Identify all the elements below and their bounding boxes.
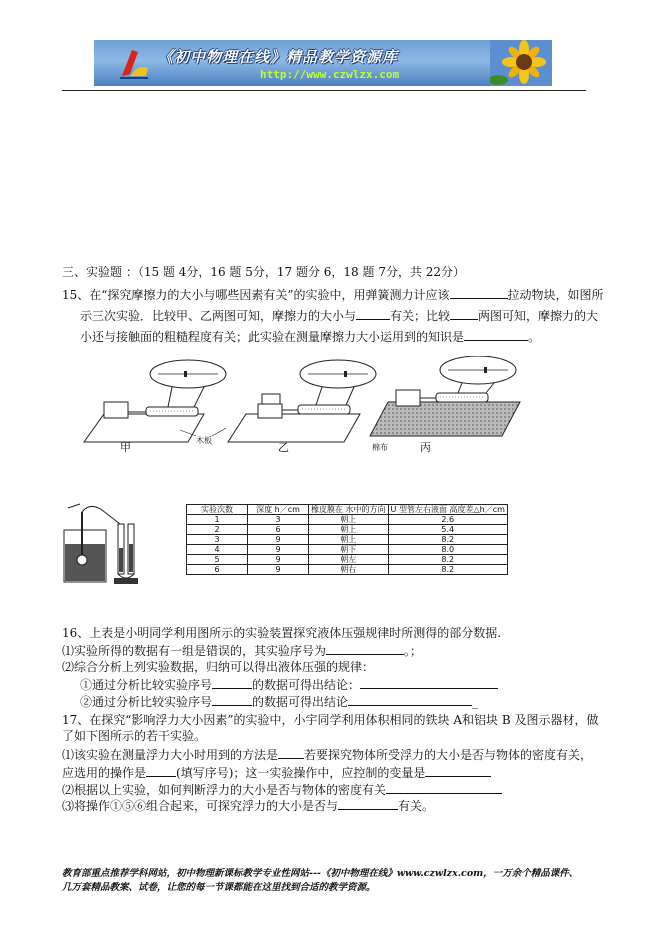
footer-line2: 几万套精品教案、试卷，让您的每一节课都能在这里找到合适的教学资源。 (62, 882, 376, 893)
table-cell: 9 (248, 535, 309, 545)
q16-blank-3[interactable] (360, 676, 498, 689)
table-row (187, 535, 508, 545)
table-cell: 2.6 (388, 515, 507, 525)
q16-line5: ②通过分析比较实验序号 的数据可得出结论 _ (80, 695, 479, 709)
figure-label-mianbu: 棉布 (372, 443, 388, 452)
table-header: 橡皮膜在 水中的方向 (309, 505, 389, 515)
q16-blank-1[interactable] (326, 642, 404, 655)
table-cell: 9 (248, 565, 309, 575)
table-row (187, 555, 508, 565)
table-cell: 1 (187, 515, 248, 525)
table-cell: 5 (187, 555, 248, 565)
q16-blank-2[interactable] (212, 676, 252, 689)
table-cell: 6 (187, 565, 248, 575)
table-cell: 5.4 (388, 525, 507, 535)
q17-line5: ⑵根据以上实验，如何判断浮力的大小是否与物体的密度有关 (62, 781, 502, 798)
q15-line3: 小还与接触面的粗糙程度有关；此实验在测量摩擦力大小运用到的知识是 。 (80, 330, 541, 344)
pressure-data-table-wrapper (186, 504, 508, 575)
figure-label-bing: 丙 (420, 441, 431, 454)
header-banner (94, 40, 552, 86)
q17-line3: ⑴该实验在测量浮力大小时用到的方法是 若要探究物体所受浮力的大小是否与物体的密度有关， (62, 748, 593, 762)
pressure-data-table (186, 504, 508, 575)
table-cell: 9 (248, 555, 309, 565)
q16-blank-5[interactable] (348, 693, 472, 706)
friction-experiment-figure (76, 356, 526, 456)
q16-blank-4[interactable] (212, 693, 252, 706)
q17-blank-3[interactable] (425, 764, 491, 777)
banner-title: 《初中物理在线》精品教学资源库 (158, 48, 399, 66)
q17-blank-4[interactable] (386, 781, 502, 794)
sunflower-icon (490, 40, 552, 86)
table-cell: 朝下 (309, 545, 389, 555)
table-cell: 2 (187, 525, 248, 535)
q15-blank-2[interactable] (356, 307, 390, 320)
table-cell: 8.2 (388, 535, 507, 545)
header-rule (62, 90, 586, 91)
table-cell: 3 (187, 535, 248, 545)
table-header: U 型管左右液面 高度差△h／cm (388, 505, 507, 515)
table-cell: 4 (187, 545, 248, 555)
section-heading: 三、实验题 ：（15 题 4分，16 题 5分，17 题分 6，18 题 7分，共 22分） (62, 265, 466, 279)
figure-label-muban: 木板 (196, 436, 212, 445)
table-row (187, 515, 508, 525)
footer-line1: 教育部重点推荐学科网站，初中物理新课标教学专业性网站---《初中物理在线》www.czwlzx.com，一万余个精品课件、 (62, 868, 579, 879)
table-cell: 6 (248, 525, 309, 535)
q17-line1: 17、在探究“影响浮力大小因素”的实验中，小宇同学利用体积相同的铁块 A和铝块 B 及图示器材，做 (62, 713, 599, 727)
q15-line2: 示三次实验．比较甲、乙两图可知，摩擦力的大小与 有关；比较 两图可知，摩擦力的大 (80, 309, 599, 323)
site-logo-icon (116, 46, 152, 82)
table-cell: 8.0 (388, 545, 507, 555)
figure-label-jia: 甲 (120, 441, 131, 454)
q17-blank-2[interactable] (146, 764, 176, 777)
q15-blank-1[interactable] (450, 286, 508, 299)
table-cell: 朝右 (309, 565, 389, 575)
q16-line3: ⑵综合分析上列实验数据，归纳可以得出液体压强的规律： (62, 660, 375, 674)
q17-line6: ⑶将操作①⑤⑥组合起来，可探究浮力的大小是否与 有关。 (62, 799, 435, 813)
q16-line2: ⑴实验所得的数据有一组是错误的，其实验序号为 。； (62, 644, 423, 658)
table-header: 深度 h／cm (248, 505, 309, 515)
table-cell: 朝上 (309, 525, 389, 535)
table-cell: 9 (248, 545, 309, 555)
q15-blank-3[interactable] (450, 307, 478, 320)
table-cell: 8.2 (388, 555, 507, 565)
table-cell: 朝上 (309, 515, 389, 525)
table-header: 实验次数 (187, 505, 248, 515)
banner-url[interactable]: http://www.czwlzx.com (260, 68, 400, 81)
table-row (187, 545, 508, 555)
table-row (187, 525, 508, 535)
q17-line4: 应选用的操作是 (填写序号)；这一实验操作中，应控制的变量是 (62, 764, 491, 781)
liquid-pressure-apparatus (60, 500, 160, 590)
q16-line1: 16、上表是小明同学利用图所示的实验装置探究液体压强规律时所测得的部分数据. (62, 626, 502, 640)
q15-blank-4[interactable] (464, 328, 528, 341)
table-cell: 朝左 (309, 555, 389, 565)
q17-line2: 了如下图所示的若干实验。 (62, 729, 207, 743)
q15-line1: 15、在“探究摩擦力的大小与哪些因素有关”的实验中，用弹簧测力计应该 拉动物块，如图所 (62, 288, 604, 302)
table-row (187, 565, 508, 575)
table-cell: 朝上 (309, 535, 389, 545)
figure-label-yi: 乙 (278, 441, 289, 454)
table-cell: 3 (248, 515, 309, 525)
table-cell: 8.2 (388, 565, 507, 575)
q16-line4: ①通过分析比较实验序号 的数据可得出结论： (80, 676, 498, 693)
q17-blank-5[interactable] (338, 797, 398, 810)
q17-blank-1[interactable] (278, 746, 304, 759)
